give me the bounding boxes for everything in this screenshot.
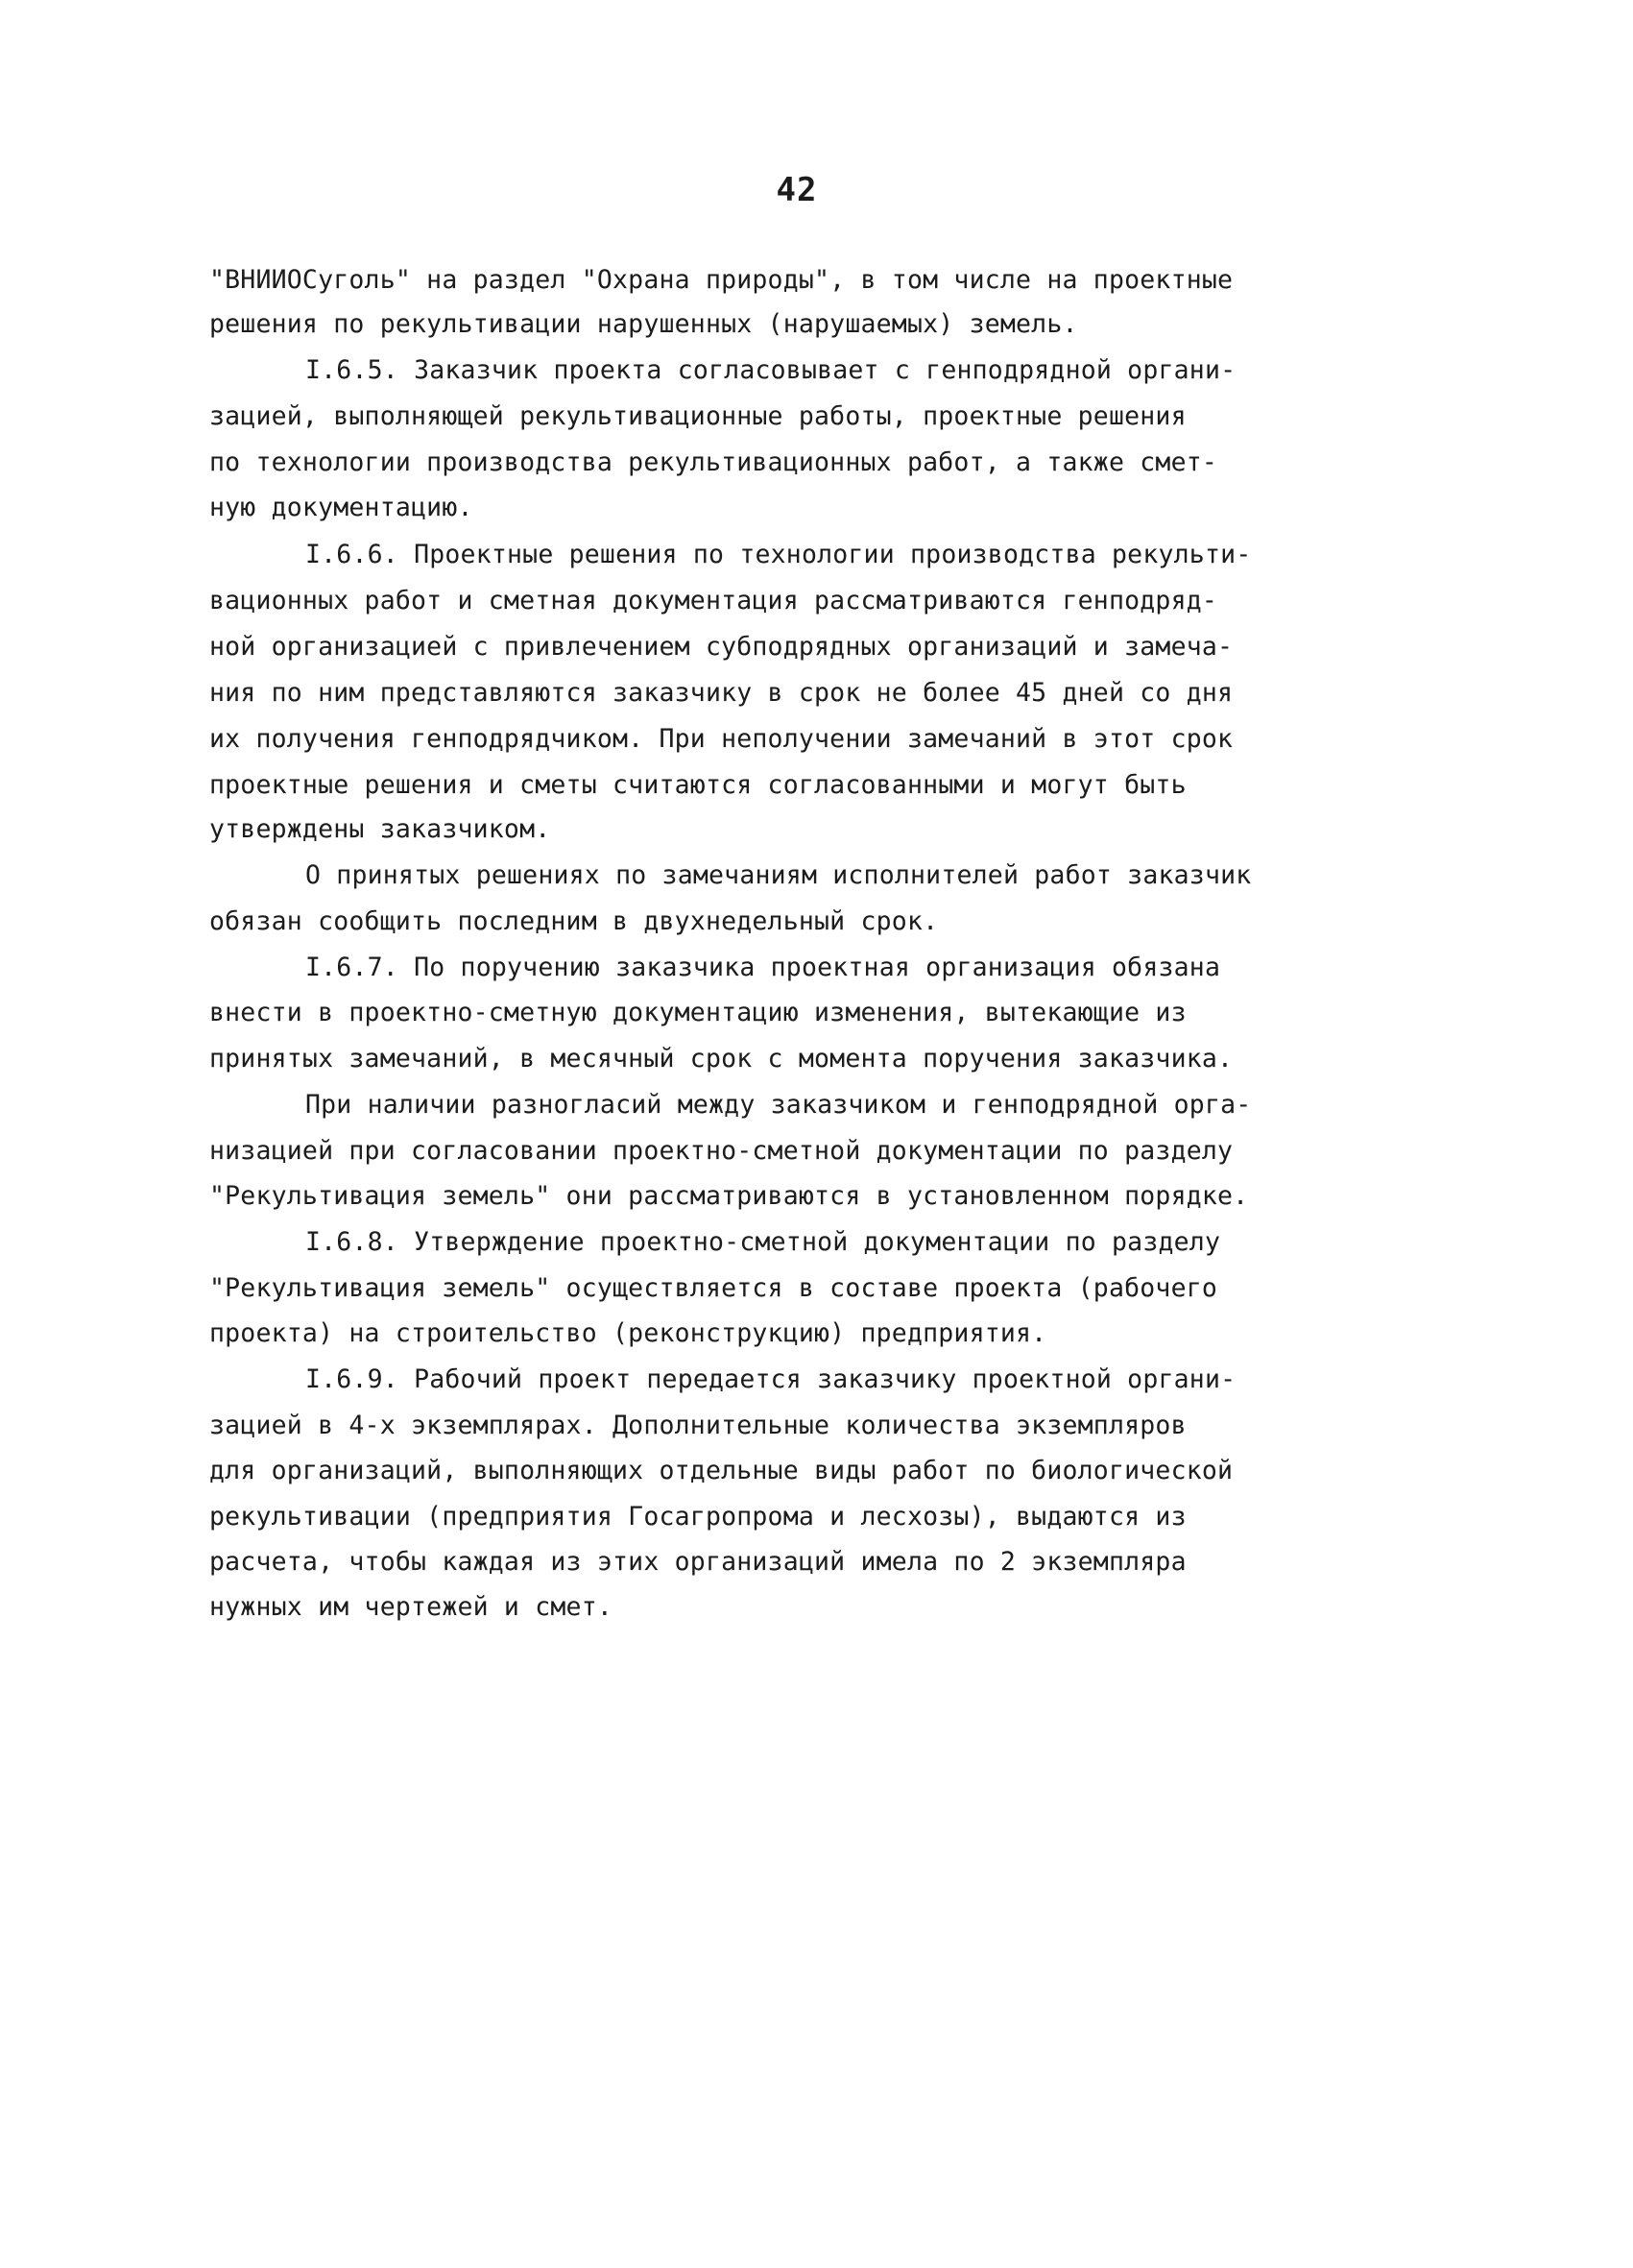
text-line: "ВНИИОСуголь" на раздел "Охрана природы", в том числе на проектные	[209, 265, 1234, 295]
text-line: утверждены заказчиком.	[209, 814, 551, 844]
text-line: решения по рекультивации нарушенных (нарушаемых) земель.	[209, 309, 1078, 339]
text-line: проектные решения и сметы считаются согласованными и могут быть	[209, 770, 1187, 800]
text-line: проекта) на строительство (реконструкцию) предприятия.	[209, 1318, 1047, 1348]
text-line: I.6.9. Рабочий проект передается заказчику проектной органи-	[305, 1364, 1237, 1394]
text-line: "Рекультивация земель" осуществляется в составе проекта (рабочего	[209, 1273, 1218, 1303]
text-line: I.6.5. Заказчик проекта согласовывает с генподрядной органи-	[305, 355, 1237, 385]
text-line: О принятых решениях по замечаниям исполнителей работ заказчик	[305, 860, 1252, 890]
text-line: принятых замечаний, в месячный срок с момента поручения заказчика.	[209, 1044, 1234, 1074]
text-line: ную документацию.	[209, 493, 473, 522]
text-line: ной организацией с привлечением субподрядных организаций и замеча-	[209, 632, 1234, 662]
text-line: I.6.6. Проектные решения по технологии производства рекульти-	[305, 540, 1252, 569]
text-line: для организаций, выполняющих отдельные виды работ по биологической	[209, 1456, 1234, 1485]
text-line: их получения генподрядчиком. При неполучении замечаний в этот срок	[209, 724, 1234, 754]
text-line: "Рекультивация земель" они рассматриваются в установленном порядке.	[209, 1181, 1249, 1211]
text-line: зацией, выполняющей рекультивационные работы, проектные решения	[209, 401, 1187, 431]
text-line: ния по ним представляются заказчику в срок не более 45 дней со дня	[209, 678, 1234, 708]
text-line: низацией при согласовании проектно-сметной документации по разделу	[209, 1136, 1234, 1166]
text-line: вационных работ и сметная документация рассматриваются генподряд-	[209, 586, 1218, 615]
text-line: зацией в 4-х экземплярах. Дополнительные количества экземпляров	[209, 1411, 1187, 1440]
page-number: 42	[776, 171, 818, 209]
text-line: I.6.8. Утверждение проектно-сметной документации по разделу	[305, 1227, 1221, 1257]
text-line: рекультивации (предприятия Госагропрома и лесхозы), выдаются из	[209, 1502, 1187, 1532]
text-line: нужных им чертежей и смет.	[209, 1592, 613, 1622]
text-line: При наличии разногласий между заказчиком и генподрядной орга-	[305, 1090, 1252, 1120]
text-line: обязан сообщить последним в двухнедельный срок.	[209, 906, 939, 936]
text-line: расчета, чтобы каждая из этих организаций имела по 2 экземпляра	[209, 1547, 1187, 1577]
text-line: I.6.7. По поручению заказчика проектная организация обязана	[305, 953, 1221, 982]
text-line: по технологии производства рекультивационных работ, а также смет-	[209, 447, 1218, 477]
text-line: внести в проектно-сметную документацию изменения, вытекающие из	[209, 998, 1187, 1027]
